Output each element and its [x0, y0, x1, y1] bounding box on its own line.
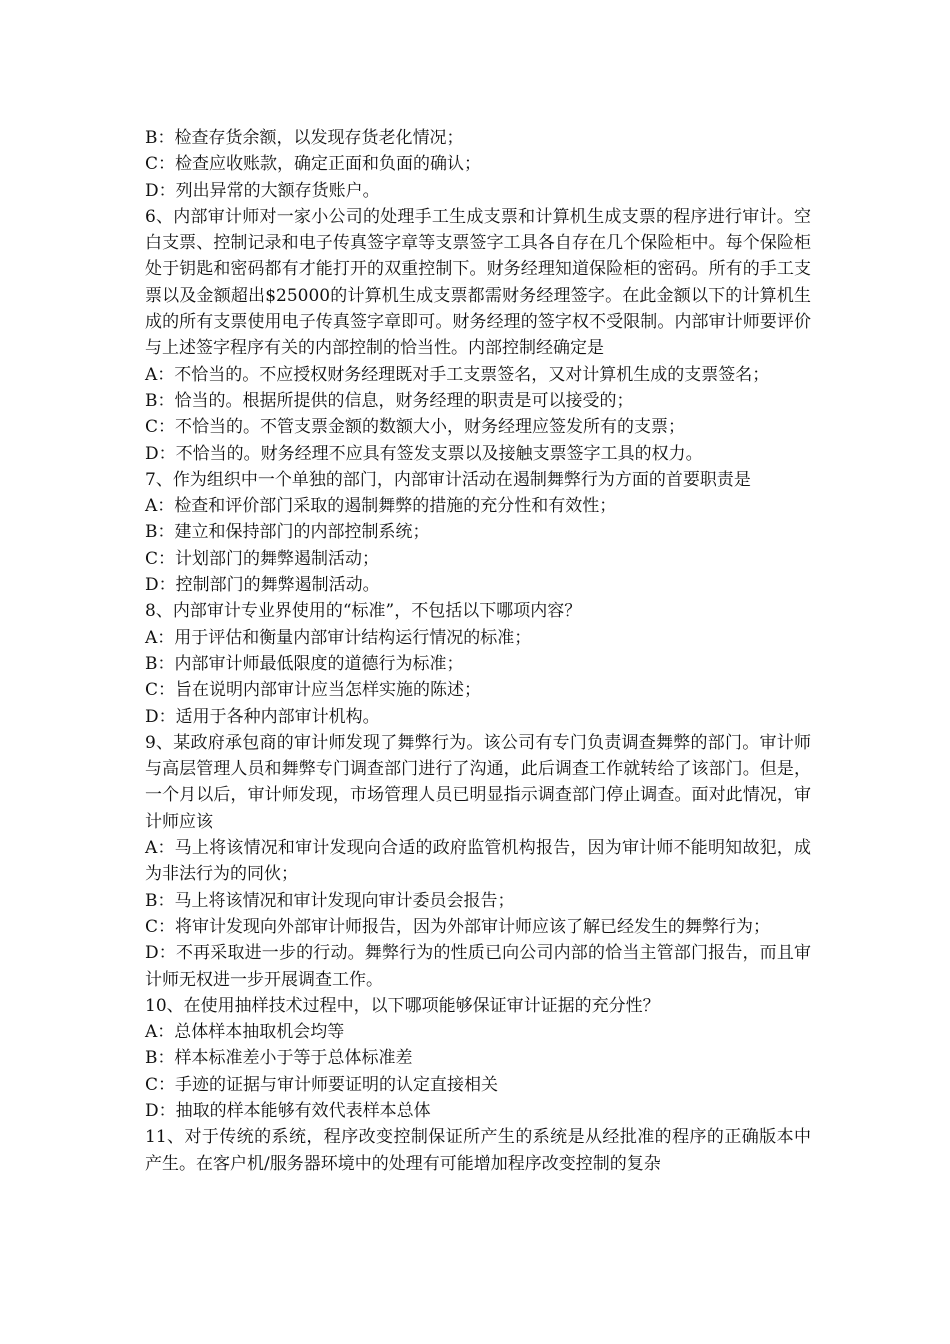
paragraph: C：不恰当的。不管支票金额的数额大小，财务经理应签发所有的支票； — [145, 417, 686, 438]
question-8: 8、内部审计专业界使用的“标准”，不包括以下哪项内容？ — [145, 601, 582, 622]
paragraph: B：马上将该情况和审计发现向审计委员会报告； — [145, 890, 515, 911]
question-7: 7、作为组织中一个单独的部门，内部审计活动在遏制舞弊行为方面的首要职责是 — [145, 469, 751, 490]
paragraph: C：旨在说明内部审计应当怎样实施的陈述； — [145, 680, 482, 701]
question-6: 6、内部审计师对一家小公司的处理手工生成支票和计算机生成支票的程序进行审计。空白支票、控制记录和电子传真签字章等支票签字工具各自存在几个保险柜中。每个保险柜处于钥匙和密码都有才能打开的双重控制下。财务经理知道保险柜的密码。所有的手工支票以及金额超出$25000的计算机生成支票都需财务经理签字。在此金额以下的计算机生成的所有支票使用电子传真签字章即可。财务经理的签字权不受限制。内部审计师要评价与上述签字程序有关的内部控制的恰当性。内部控制经确定是 — [145, 206, 811, 359]
paragraph: D：列出异常的大额存货账户。 — [145, 180, 380, 201]
paragraph: C：计划部门的舞弊遏制活动； — [145, 548, 380, 569]
question-9: 9、某政府承包商的审计师发现了舞弊行为。该公司有专门负责调查舞弊的部门。审计师与高层管理人员和舞弊专门调查部门进行了沟通，此后调查工作就转给了该部门。但是，一个月以后，审计师发现，市场管理人员已明显指示调查部门停止调查。面对此情况，审计师应该 — [145, 732, 811, 832]
paragraph: B：样本标准差小于等于总体标准差 — [145, 1048, 413, 1069]
paragraph: A：不恰当的。不应授权财务经理既对手工支票签名，又对计算机生成的支票签名； — [145, 364, 770, 385]
paragraph: A：用于评估和衡量内部审计结构运行情况的标准； — [145, 627, 532, 648]
paragraph: B：恰当的。根据所提供的信息，财务经理的职责是可以接受的； — [145, 390, 634, 411]
paragraph: B：检查存货余额，以发现存货老化情况； — [145, 128, 464, 148]
paragraph: A：检查和评价部门采取的遏制舞弊的措施的充分性和有效性； — [145, 496, 617, 517]
paragraph: B：内部审计师最低限度的道德行为标准； — [145, 653, 464, 674]
paragraph: D：适用于各种内部审计机构。 — [145, 706, 380, 727]
paragraph: B：建立和保持部门的内部控制系统； — [145, 522, 430, 543]
paragraph: A：总体样本抽取机会均等 — [145, 1022, 345, 1043]
question-11: 11、对于传统的系统，程序改变控制保证所产生的系统是从经批准的程序的正确版本中产生。在客户机/服务器环境中的处理有可能增加程序改变控制的复杂 — [145, 1127, 811, 1174]
paragraph: C：检查应收账款，确定正面和负面的确认； — [145, 154, 482, 175]
question-10: 10、在使用抽样技术过程中，以下哪项能够保证审计证据的充分性？ — [145, 995, 660, 1016]
paragraph: C：手迹的证据与审计师要证明的认定直接相关 — [145, 1074, 499, 1095]
paragraph: D：不再采取进一步的行动。舞弊行为的性质已向公司内部的恰当主管部门报告，而且审计师无权进一步开展调查工作。 — [145, 943, 811, 990]
paragraph: A：马上将该情况和审计发现向合适的政府监管机构报告，因为审计师不能明知故犯，成为非法行为的同伙； — [145, 838, 811, 885]
paragraph: D：控制部门的舞弊遏制活动。 — [145, 575, 380, 596]
paragraph: C：将审计发现向外部审计师报告，因为外部审计师应该了解已经发生的舞弊行为； — [145, 916, 771, 937]
paragraph: D：抽取的样本能够有效代表样本总体 — [145, 1100, 431, 1121]
document-body — [145, 125, 811, 1177]
paragraph: D：不恰当的。财务经理不应具有签发支票以及接触支票签字工具的权力。 — [145, 443, 703, 464]
